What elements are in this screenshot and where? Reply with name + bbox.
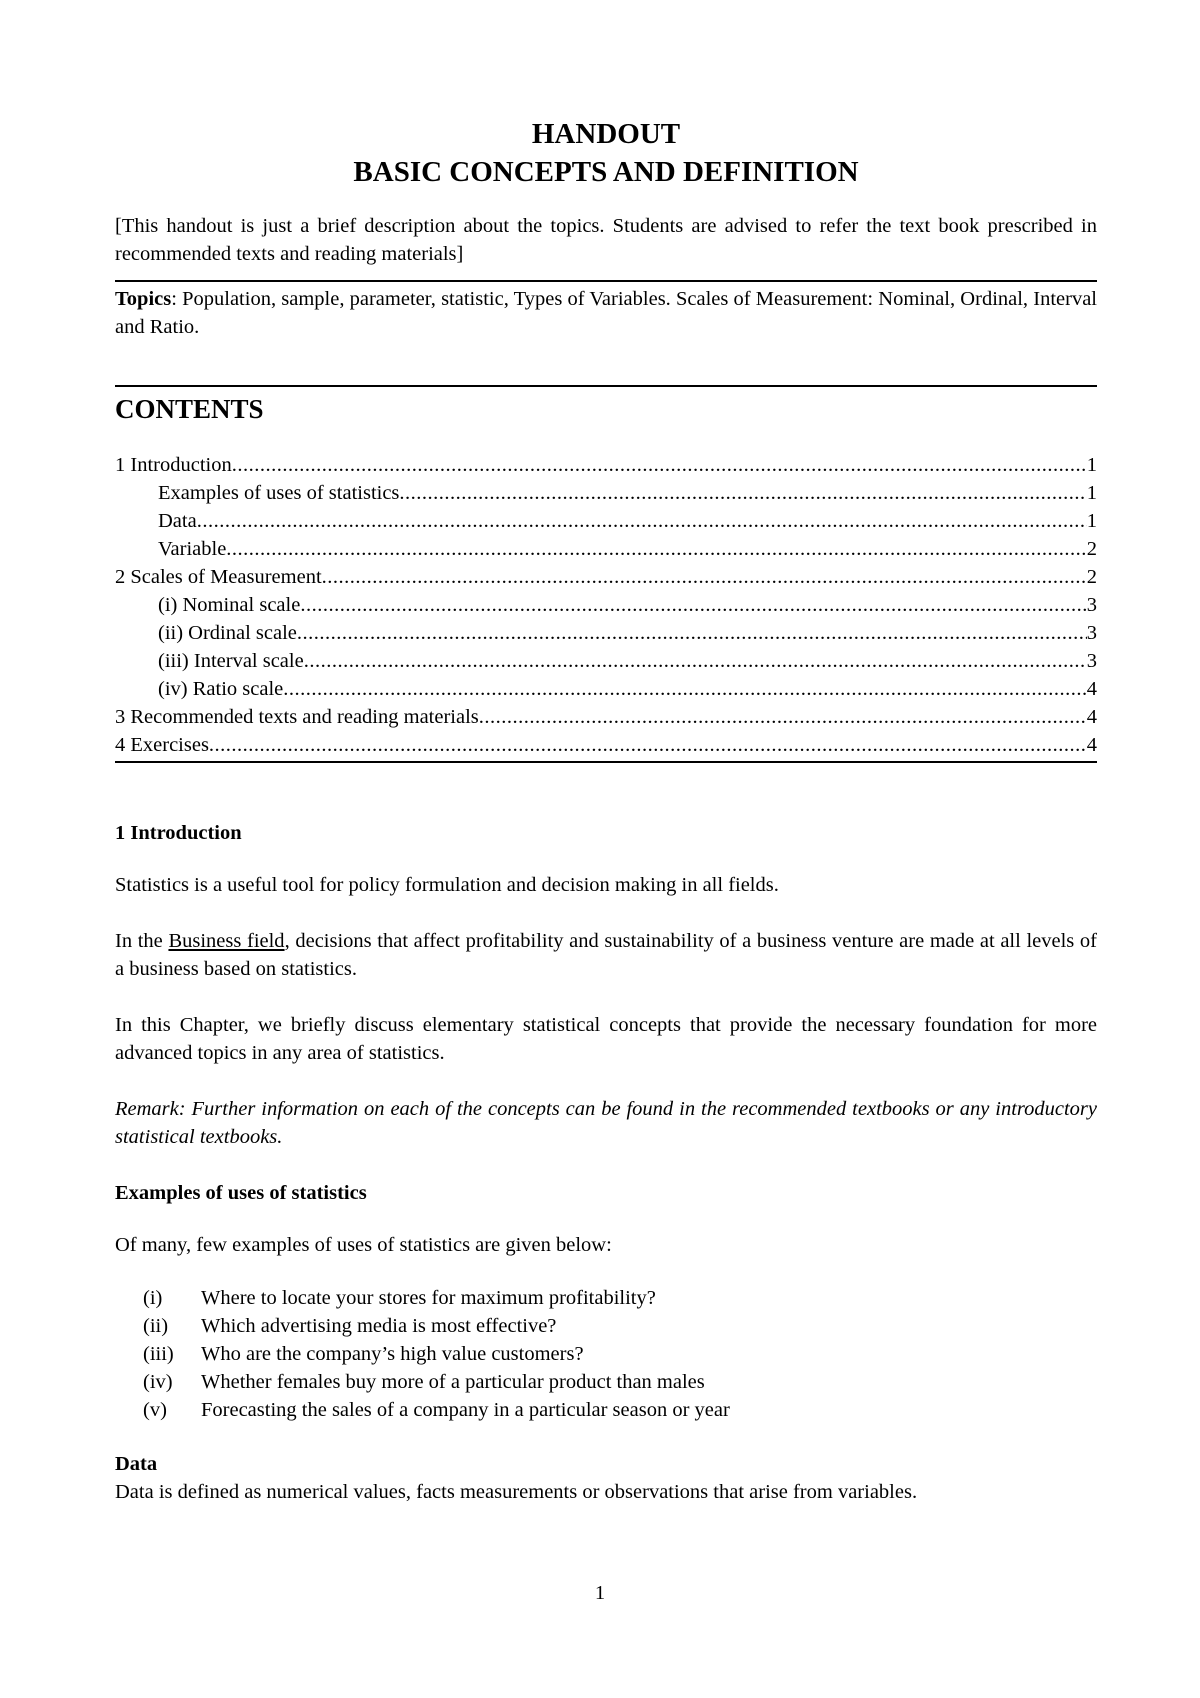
toc-entry[interactable]: Examples of uses of statistics ..... 1 (115, 479, 1097, 507)
page-number: 1 (594, 1582, 606, 1604)
toc-entry[interactable]: 2 Scales of Measurement ..... 2 (115, 563, 1097, 591)
list-item: (v) Forecasting the sales of a company in a particular season or year (143, 1399, 730, 1421)
title-line-2: BASIC CONCEPTS AND DEFINITION (353, 156, 859, 188)
document-page (115, 0, 1097, 1506)
toc-entry[interactable]: (ii) Ordinal scale ..... 3 (115, 619, 1097, 647)
contents-bottom-rule (115, 761, 1097, 763)
business-field-term: Business field (168, 930, 285, 952)
section-heading-introduction: 1 Introduction (115, 822, 242, 844)
intro-paragraph-1: Statistics is a useful tool for policy formulation and decision making in all fields. (115, 874, 779, 896)
topics-paragraph (115, 285, 1097, 341)
list-item: (iv) Whether females buy more of a particular product than males (143, 1371, 705, 1393)
examples-lead: Of many, few examples of uses of statistics are given below: (115, 1234, 612, 1256)
contents-heading: CONTENTS (115, 394, 264, 424)
toc-entry[interactable]: 3 Recommended texts and reading materials ..... 4 (115, 703, 1097, 731)
list-item: (iii) Who are the company’s high value customers? (143, 1343, 584, 1365)
toc-entry[interactable]: Variable ..... 2 (115, 535, 1097, 563)
remark-paragraph: Remark: Further information on each of the concepts can be found in the recommended textbooks or any introductory statistical textbooks. (115, 1098, 1097, 1148)
topics-label: Topics (115, 288, 172, 310)
table-of-contents (115, 451, 1097, 763)
section-heading-data: Data (115, 1453, 158, 1475)
title-line-1: HANDOUT (531, 118, 681, 150)
section-heading-examples: Examples of uses of statistics (115, 1182, 367, 1204)
examples-list (115, 1284, 1097, 1424)
contents-top-rule (115, 385, 1097, 387)
intro-paragraph-3: In this Chapter, we briefly discuss elementary statistical concepts that provide the necessary foundation for more advanced topics in any area of statistics. (115, 1014, 1097, 1064)
list-item: (ii) Which advertising media is most effective? (143, 1315, 557, 1337)
toc-entry[interactable]: Data ..... 1 (115, 507, 1097, 535)
handout-note: [This handout is just a brief description about the topics. Students are advised to refer the text book prescribed in recommended texts and reading materials] (115, 215, 1097, 265)
data-definition: Data is defined as numerical values, facts measurements or observations that arise from variables. (115, 1481, 918, 1503)
toc-entry[interactable]: (iv) Ratio scale ..... 4 (115, 675, 1097, 703)
intro-paragraph-2: In the Business field, decisions that affect profitability and sustainability of a business venture are made at all levels of a business based on statistics. (115, 930, 1098, 980)
list-item: (i) Where to locate your stores for maximum profitability? (143, 1287, 656, 1309)
topics-top-rule (115, 280, 1097, 282)
toc-entry[interactable]: 4 Exercises ..... 4 (115, 731, 1097, 759)
document-title (115, 115, 1097, 191)
toc-entry[interactable]: (i) Nominal scale ..... 3 (115, 591, 1097, 619)
toc-entry[interactable]: 1 Introduction ..... 1 (115, 451, 1097, 479)
toc-entry[interactable]: (iii) Interval scale ..... 3 (115, 647, 1097, 675)
topics-text: : Population, sample, parameter, statistic, Types of Variables. Scales of Measurement: Nominal, Ordinal, Interval and Ratio. (115, 288, 1097, 338)
